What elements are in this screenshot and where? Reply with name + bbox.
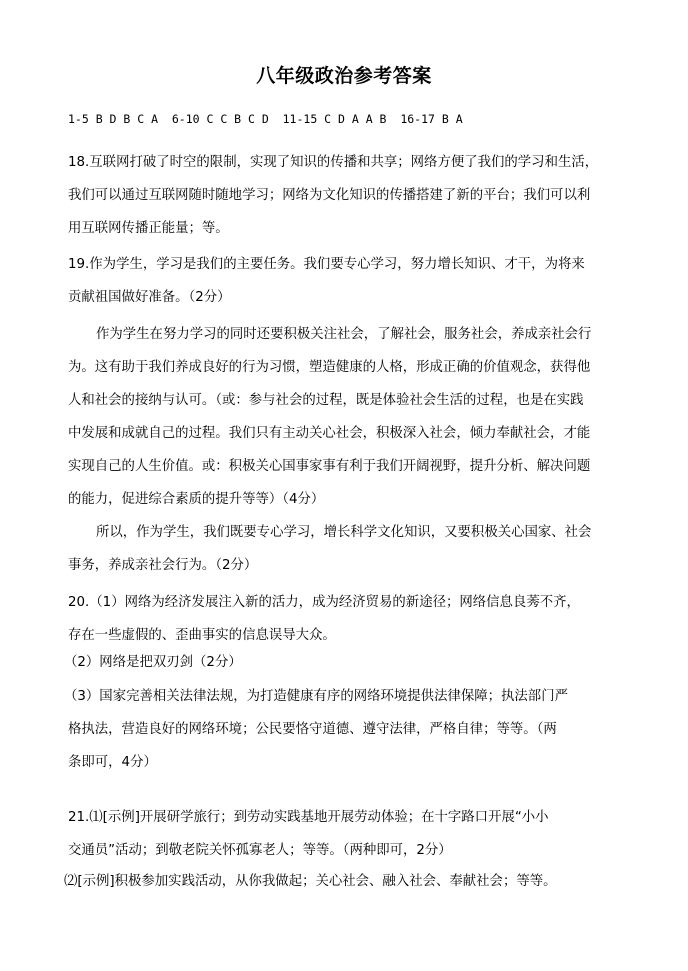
text-line: 中发展和成就自己的过程。我们只有主动关心社会，积极深入社会，倾力奉献社会，才能 <box>68 426 591 441</box>
text-line: 交通员”活动；到敬老院关怀孤寡老人；等等。（两种即可，2分） <box>68 843 452 858</box>
text-line: （2）网络是把双刃剑（2分） <box>64 655 242 670</box>
answer-19-part-3 <box>68 516 628 582</box>
text-line: 贡献祖国做好准备。（2分） <box>68 290 231 305</box>
text-line: 事务，养成亲社会行为。（2分） <box>68 558 258 573</box>
page-title: 八年级政治参考答案 <box>256 65 432 87</box>
text-line: 条即可，4分） <box>68 755 157 770</box>
text-line: 的能力，促进综合素质的提升等等）（4分） <box>68 492 325 507</box>
text-line: 人和社会的接纳与认可。（或：参与社会的过程，既是体验社会生活的过程，也是在实践 <box>68 393 584 408</box>
text-line: 21.⑴[示例]开展研学旅行；到劳动实践基地开展劳动体验；在十字路口开展“小小 <box>68 810 549 825</box>
text-line: （3）国家完善相关法律法规，为打造健康有序的网络环境提供法律保障；执法部门严 <box>64 689 568 704</box>
answer-21-part-1 <box>68 801 628 867</box>
text-line: 18.互联网打破了时空的限制，实现了知识的传播和共享；网络方便了我们的学习和生活， <box>68 155 599 170</box>
text-line: 我们可以通过互联网随时随地学习；网络为文化知识的传播搭建了新的平台；我们可以利 <box>68 188 591 203</box>
text-line: 20.（1）网络为经济发展注入新的活力，成为经济贸易的新途径；网络信息良莠不齐， <box>68 595 580 610</box>
text-line: 作为学生在努力学习的同时还要积极关注社会，了解社会，服务社会，养成亲社会行 <box>96 327 592 342</box>
text-line: 格执法，营造良好的网络环境；公民要恪守道德、遵守法律，严格自律；等等。（两 <box>68 722 557 737</box>
text-line: 存在一些虚假的、歪曲事实的信息误导大众。 <box>68 628 336 643</box>
answer-20-part-2 <box>64 646 628 679</box>
text-line: 为。这有助于我们养成良好的行为习惯，塑造健康的人格，形成正确的价值观念，获得他 <box>68 360 591 375</box>
answer-18 <box>68 146 628 245</box>
text-line: 19.作为学生，学习是我们的主要任务。我们要专心学习，努力增长知识、才干，为将来 <box>68 257 585 272</box>
multiple-choice-answers: 1-5 B D B C A 6-10 C C B C D 11-15 C D A A B 16-17 B A <box>68 112 463 126</box>
answer-19-part-1 <box>68 248 628 314</box>
answer-20-part-1 <box>68 586 628 652</box>
text-line: ⑵[示例]积极参加实践活动，从你我做起；关心社会、融入社会、奉献社会；等等。 <box>64 874 557 889</box>
answer-20-part-3 <box>64 680 628 779</box>
answer-19-part-2 <box>68 318 628 516</box>
text-line: 所以，作为学生，我们既要专心学习，增长科学文化知识，又要积极关心国家、社会 <box>96 525 592 540</box>
text-line: 用互联网传播正能量；等。 <box>68 221 229 236</box>
answer-21-part-2 <box>64 865 628 898</box>
text-line: 实现自己的人生价值。或：积极关心国事家事有利于我们开阔视野，提升分析、解决问题 <box>68 459 591 474</box>
